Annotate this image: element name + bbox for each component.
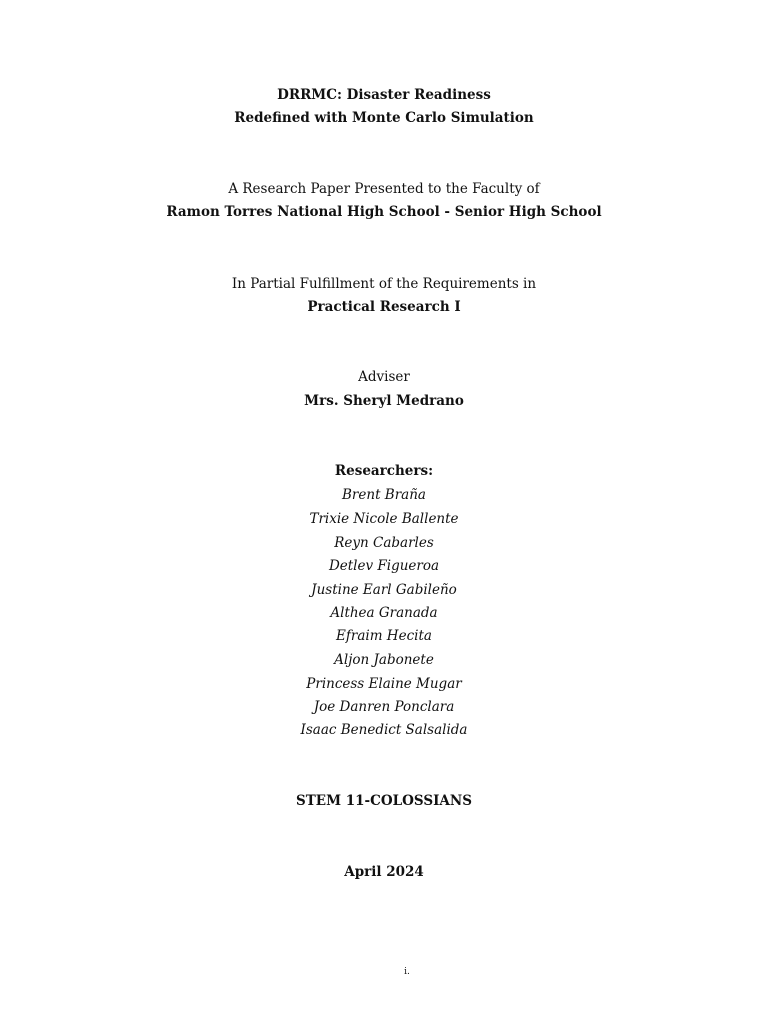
adviser-name: Mrs. Sheryl Medrano [304,393,464,409]
researcher-name: Efraim Hecita [336,628,432,644]
researcher-name: Joe Danren Ponclara [313,699,455,715]
title-line-1: DRRMC: Disaster Readiness [277,87,491,103]
researcher-name: Justine Earl Gabileño [311,582,457,598]
researcher-name: Aljon Jabonete [334,652,434,668]
page-number: i. [404,967,410,977]
subject-name: Practical Research I [307,299,461,315]
section-name: STEM 11-COLOSSIANS [296,793,472,809]
researcher-name: Princess Elaine Mugar [306,676,462,692]
researcher-name: Detlev Figueroa [328,558,440,574]
school-name: Ramon Torres National High School - Senior High School [166,204,602,220]
researcher-name: Isaac Benedict Salsalida [300,722,468,738]
submission-date: April 2024 [344,864,424,880]
researcher-name: Althea Granada [330,605,438,621]
researcher-name: Reyn Cabarles [334,535,434,551]
researchers-label: Researchers: [334,463,434,479]
presented-intro: A Research Paper Presented to the Faculty of [228,181,540,197]
adviser-label: Adviser [358,369,410,385]
researcher-name: Trixie Nicole Ballente [309,511,459,527]
fulfillment-intro: In Partial Fulfillment of the Requirements in [231,276,537,292]
title-line-2: Redefined with Monte Carlo Simulation [234,110,534,126]
researcher-name: Brent Braña [342,487,426,503]
